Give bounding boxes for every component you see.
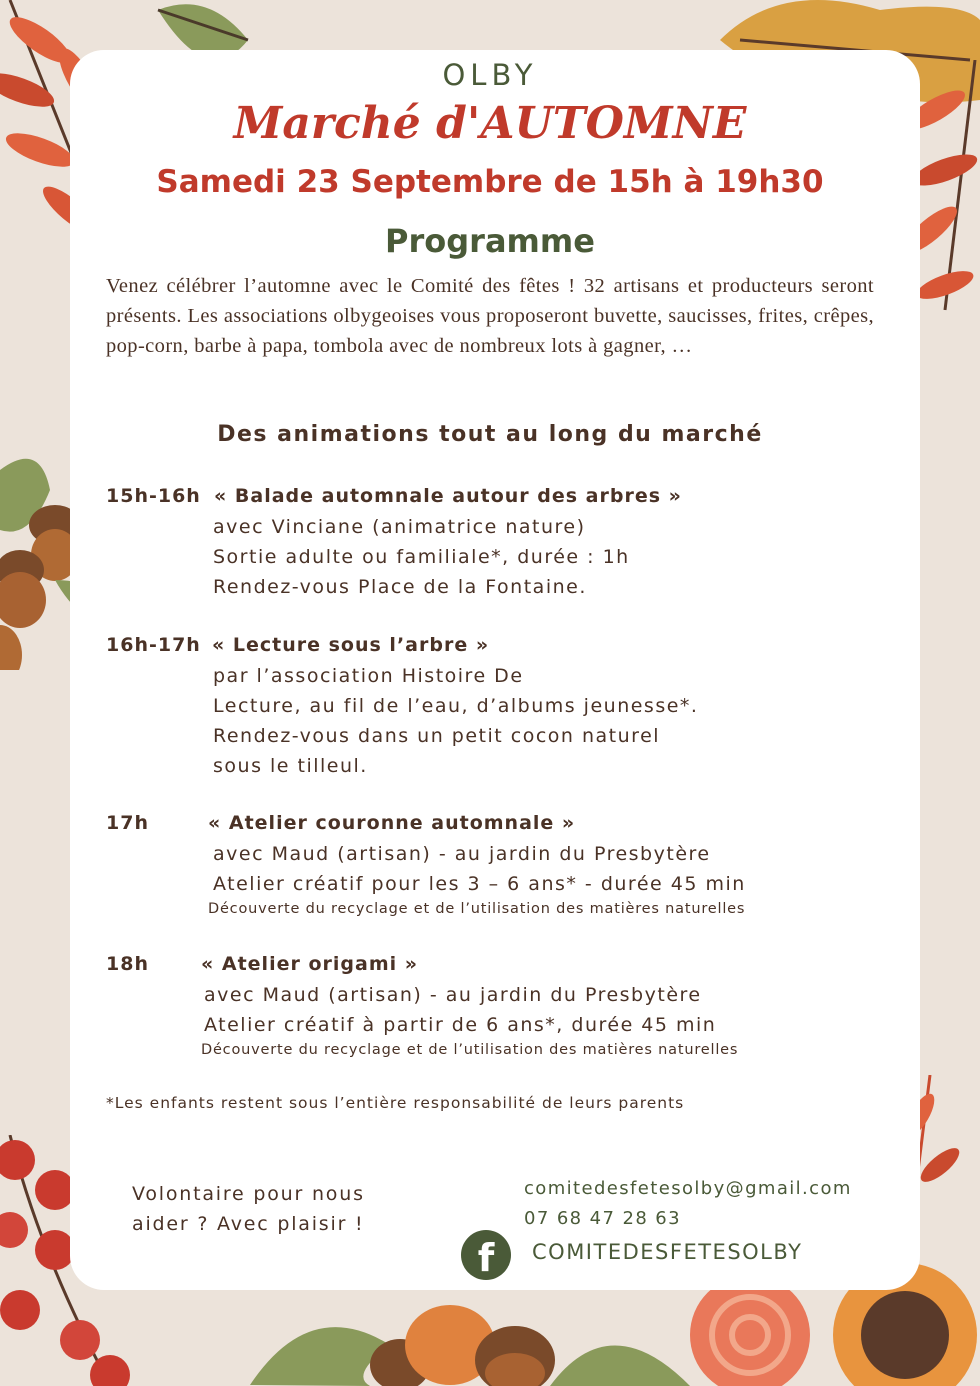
event-detail: Sortie adulte ou familiale*, durée : 1h [213,546,630,568]
event-detail: avec Maud (artisan) - au jardin du Presbytère [204,984,702,1006]
event-detail: Rendez-vous dans un petit cocon naturel [213,725,661,747]
facebook-glyph: f [477,1236,495,1280]
event-note: Découverte du recyclage et de l’utilisation des matières naturelles [208,901,746,917]
event-time: 17h [106,812,149,834]
programme-heading: Programme [385,222,595,260]
event-detail: sous le tilleul. [213,755,368,777]
event-name: « Balade automnale autour des arbres » [214,485,682,507]
intro-paragraph: Venez célébrer l’automne avec le Comité des fêtes ! 32 artisans et producteurs seront présents. Les associations olbygeoises vous proposeront buvette, saucisses, frites, crêpes, pop-corn, barbe à papa, tombola avec de nombreux lots à gagner, … [106,275,874,357]
autumn-bottom-center-decoration [250,1285,710,1386]
event-detail: Lecture, au fil de l’eau, d’albums jeunesse*. [213,695,699,717]
facebook-page-name[interactable]: COMITEDESFETESOLBY [532,1240,803,1264]
animations-heading: Des animations tout au long du marché [217,422,763,447]
event-detail: avec Maud (artisan) - au jardin du Presbytère [213,843,711,865]
event-title: Marché d'AUTOMNE [233,98,747,149]
event-detail: Atelier créatif pour les 3 – 6 ans* - durée 45 min [213,873,746,895]
event-detail: Atelier créatif à partir de 6 ans*, durée 45 min [204,1014,717,1036]
event-name: « Atelier couronne automnale » [208,812,576,834]
event-name: « Atelier origami » [201,953,419,975]
town-name: OLBY [442,58,538,92]
event-date: Samedi 23 Septembre de 15h à 19h30 [156,164,824,200]
event-note: Découverte du recyclage et de l’utilisation des matières naturelles [201,1042,739,1058]
contact-phone[interactable]: 07 68 47 28 63 [524,1208,682,1229]
event-time: 15h-16h [106,485,201,507]
event-time: 16h-17h [106,634,201,656]
facebook-icon[interactable] [461,1230,511,1280]
event-name: « Lecture sous l’arbre » [212,634,490,656]
volunteer-text-line2: aider ? Avec plaisir ! [132,1213,365,1235]
event-detail: par l’association Histoire De [213,665,524,687]
event-detail: avec Vinciane (animatrice nature) [213,516,586,538]
volunteer-text-line1: Volontaire pour nous [132,1183,365,1205]
footnote: *Les enfants restent sous l’entière responsabilité de leurs parents [106,1094,685,1112]
contact-email[interactable]: comitedesfetesolby@gmail.com [524,1178,852,1199]
event-time: 18h [106,953,149,975]
event-detail: Rendez-vous Place de la Fontaine. [213,576,587,598]
